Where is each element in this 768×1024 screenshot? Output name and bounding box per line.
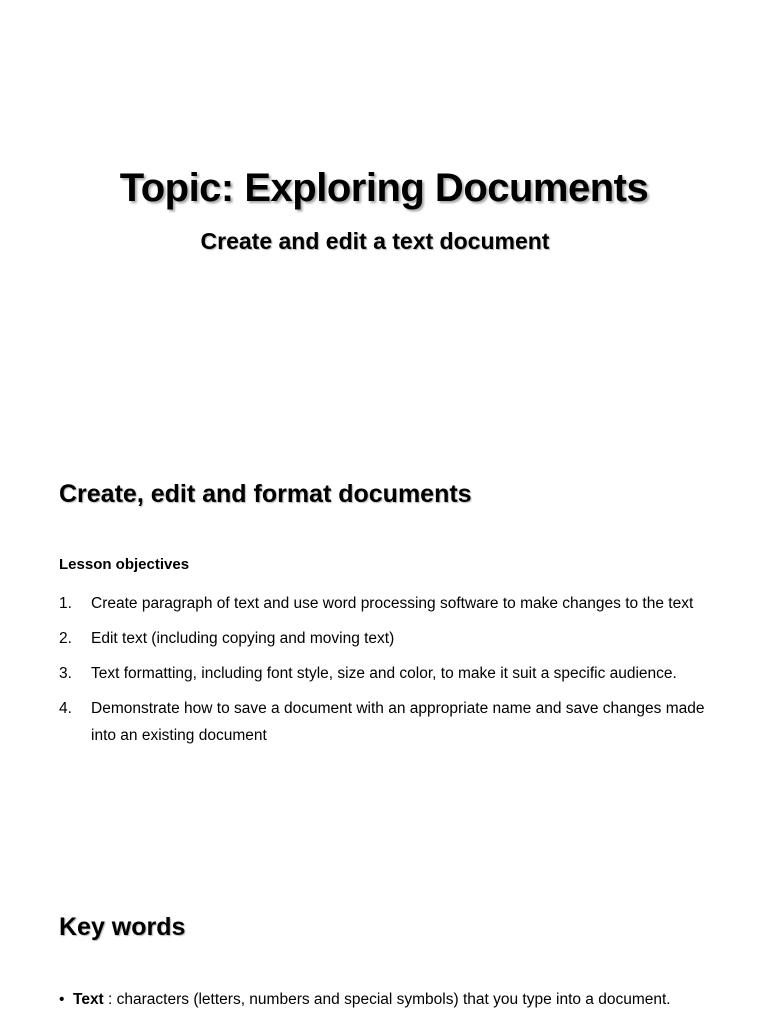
objective-text: Demonstrate how to save a document with an appropriate name and save changes made into an existing document bbox=[91, 700, 705, 744]
objective-number: 1. bbox=[59, 595, 72, 612]
lesson-objectives-label: Lesson objectives bbox=[59, 556, 190, 573]
key-words-list bbox=[59, 988, 759, 1012]
bullet-icon: • bbox=[59, 991, 65, 1008]
objective-text: Edit text (including copying and moving text) bbox=[91, 630, 395, 647]
page-subtitle: Create and edit a text document bbox=[200, 228, 550, 254]
key-word-definition: : characters (letters, numbers and special symbols) that you type into a document. bbox=[103, 991, 671, 1008]
key-word-item bbox=[59, 988, 759, 1012]
objectives-list bbox=[59, 590, 719, 757]
section-heading-create-edit-format: Create, edit and format documents bbox=[59, 480, 472, 508]
objective-item bbox=[59, 660, 719, 687]
key-word-term: Text bbox=[73, 991, 104, 1008]
objective-number: 2. bbox=[59, 630, 72, 647]
objective-text: Text formatting, including font style, size and color, to make it suit a specific audience. bbox=[91, 665, 677, 682]
objective-text: Create paragraph of text and use word processing software to make changes to the text bbox=[91, 595, 694, 612]
section-heading-key-words: Key words bbox=[59, 913, 186, 941]
objective-number: 3. bbox=[59, 665, 72, 682]
objective-item bbox=[59, 590, 719, 617]
objective-item bbox=[59, 695, 719, 749]
page-title: Topic: Exploring Documents bbox=[119, 166, 649, 210]
objective-number: 4. bbox=[59, 700, 72, 717]
objective-item bbox=[59, 625, 719, 652]
